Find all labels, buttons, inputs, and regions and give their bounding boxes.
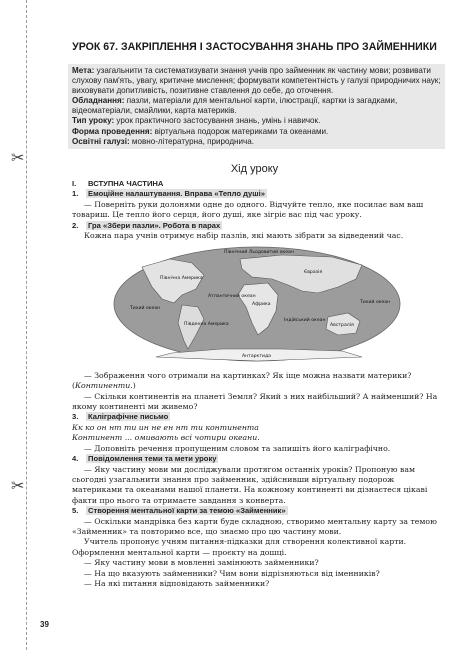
- map-label: Індійський океан: [284, 318, 326, 324]
- step-text: — Яку частину мови ми досліджували протягом останніх уроків? Пропоную вам сьогодні узагальнити знання про займенник, здійснивши віртуальну подорож материками та океанами нашої планети. На кожному континенті ви дізнаєтеся цікаві факти про нього та отримаєте завдання з конверта.: [72, 464, 428, 505]
- step-heading: 3. Каліграфічне письмо: [72, 412, 169, 422]
- step-text: Учитель пропонує учням питання-підказки для створення колективної карти. Оформлення ментальної карти — проєкту на дошці.: [72, 537, 407, 557]
- lesson-title: УРОК 67. ЗАКРІПЛЕННЯ І ЗАСТОСУВАННЯ ЗНАНЬ ПРО ЗАЙМЕННИКИ: [72, 41, 437, 53]
- map-label: Тихий океан: [360, 300, 391, 306]
- map-label: Атлантичний океан: [208, 294, 256, 300]
- map-label: Антарктида: [242, 354, 271, 360]
- lesson-meta-box: [68, 64, 445, 149]
- map-label: Австралія: [330, 323, 354, 329]
- map-label: Євразія: [304, 270, 323, 276]
- page-number: 39: [40, 620, 49, 629]
- meta-form: Форма проведення: віртуальна подорож материками та океанами.: [72, 126, 329, 136]
- calligraphy-line: Континент ... омивають всі чотири океани.: [72, 433, 260, 443]
- question-text: — На які питання відповідають займенники?: [84, 578, 270, 588]
- step-heading: 2. Гра «Збери пазли». Робота в парах: [72, 220, 221, 230]
- question-text: — Зображення чого отримали на картинках? Як іще можна назвати материки? (Континенти.): [72, 370, 412, 391]
- map-label: Північний Льодовитий океан: [224, 250, 294, 256]
- step-text: — Поверніть руки долонями одне до одного. Відчуйте тепло, яке посилає вам ваш товариш. Це тепло його серця, його душі, яке зігріє вас під час уроку.: [72, 199, 424, 220]
- question-text: — Скільки континентів на планеті Земля? Який з них найбільший? А найменший? На якому континенті ми живемо?: [72, 391, 438, 412]
- step-heading: 1. Емоційне налаштування. Вправа «Тепло душі»: [72, 189, 265, 199]
- meta-equipment: Обладнання: пазли, матеріали для ментальної карти, ілюстрації, картки із загадками, відеоматеріали, смайлики, карта материків.: [72, 96, 398, 116]
- step-text: — Оскільки мандрівка без карти буде складною, створимо ментальну карту за темою «Займенник» та повторимо все, що знаємо про цю частину мови.: [72, 516, 437, 536]
- scissors-icon: ✂: [11, 476, 25, 495]
- step-heading: 5. Створення ментальної карти за темою «Займенник»: [72, 506, 286, 516]
- meta-type: Тип уроку: урок практичного застосування знань, умінь і навичок.: [72, 116, 321, 126]
- lesson-heading: Хід уроку: [230, 163, 279, 175]
- question-text: — Яку частину мови в мовленні замінюють займенники?: [84, 558, 319, 568]
- question-text: — На що вказують займенники? Чим вони відрізняються від іменників?: [84, 568, 380, 578]
- map-label: Тихий океан: [130, 306, 161, 312]
- map-label: Південна Америка: [184, 322, 229, 328]
- calligraphy-line: Кк ко он нт ти ин не ен нт ти континента: [72, 422, 259, 432]
- meta-goal: Мета: узагальнити та систематизувати знання учнів про займенник як частину мови; розвивати слухову пам'ять, увагу, критичне мислення; формувати компетентність у галузі природничих наук; виховувати допитливість, позитивне ставлення до себе, до оточення.: [72, 66, 441, 96]
- world-map-illustration: [112, 245, 402, 363]
- scissors-icon: ✂: [11, 148, 25, 167]
- map-label: Північна Америка: [160, 276, 203, 282]
- step-text: Кожна пара учнів отримує набір пазлів, які мають зібрати за відведений час.: [84, 231, 404, 241]
- step-heading: 4. Повідомлення теми та мети уроку: [72, 454, 217, 464]
- map-label: Африка: [252, 302, 271, 308]
- section-heading: I. ВСТУПНА ЧАСТИНА: [72, 179, 164, 188]
- lesson-body: [72, 179, 445, 589]
- step-text: — Доповніть речення пропущеним словом та запишіть його каліграфічно.: [84, 443, 391, 453]
- cut-line: [26, 0, 27, 650]
- meta-areas: Освітні галузі: мовно-літературна, природнича.: [72, 136, 255, 146]
